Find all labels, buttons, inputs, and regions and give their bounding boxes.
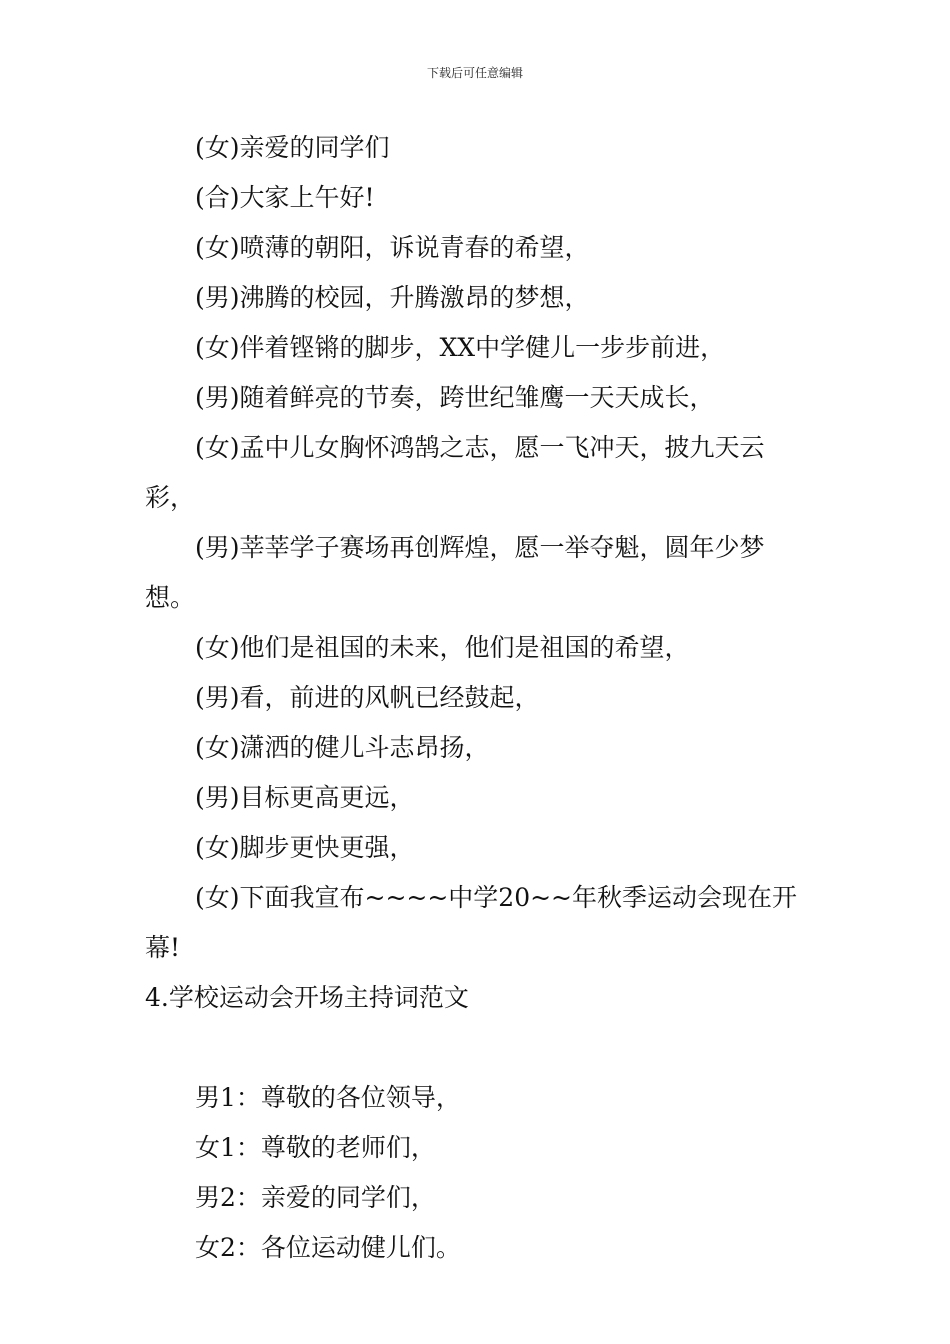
dialogue-line: (女)喷薄的朝阳，诉说青春的希望， (195, 233, 590, 262)
host-line: 女1：尊敬的老师们， (195, 1133, 436, 1162)
dialogue-line: (男)看，前进的风帆已经鼓起， (195, 683, 540, 712)
dialogue-line: (女)伴着铿锵的脚步，XX中学健儿一步步前进， (195, 333, 726, 362)
dialogue-line: (男)随着鲜亮的节奏，跨世纪雏鹰一天天成长， (195, 383, 715, 412)
dialogue-line: (合)大家上午好! (195, 183, 375, 212)
document-body (145, 123, 810, 1273)
section-heading: 4.学校运动会开场主持词范文 (145, 983, 469, 1012)
dialogue-line: (女)亲爱的同学们 (195, 133, 390, 162)
dialogue-line: (女)下面我宣布~~~~中学20~~年秋季运动会现在开幕! (145, 883, 798, 962)
dialogue-line: (女)潇洒的健儿斗志昂扬， (195, 733, 490, 762)
dialogue-line: (男)莘莘学子赛场再创辉煌，愿一举夺魁，圆年少梦想。 (145, 533, 765, 612)
dialogue-line: (女)脚步更快更强， (195, 833, 415, 862)
dialogue-line: (男)沸腾的校园，升腾激昂的梦想， (195, 283, 590, 312)
dialogue-line: (女)孟中儿女胸怀鸿鹄之志，愿一飞冲天，披九天云彩， (145, 433, 765, 512)
host-line: 女2：各位运动健儿们。 (195, 1233, 461, 1262)
page-header-note: 下载后可任意编辑 (426, 66, 523, 80)
dialogue-line: (女)他们是祖国的未来，他们是祖国的希望， (195, 633, 690, 662)
dialogue-line: (男)目标更高更远， (195, 783, 415, 812)
blank-line (145, 1023, 810, 1073)
host-line: 男1：尊敬的各位领导， (195, 1083, 461, 1112)
host-line: 男2：亲爱的同学们， (195, 1183, 436, 1212)
